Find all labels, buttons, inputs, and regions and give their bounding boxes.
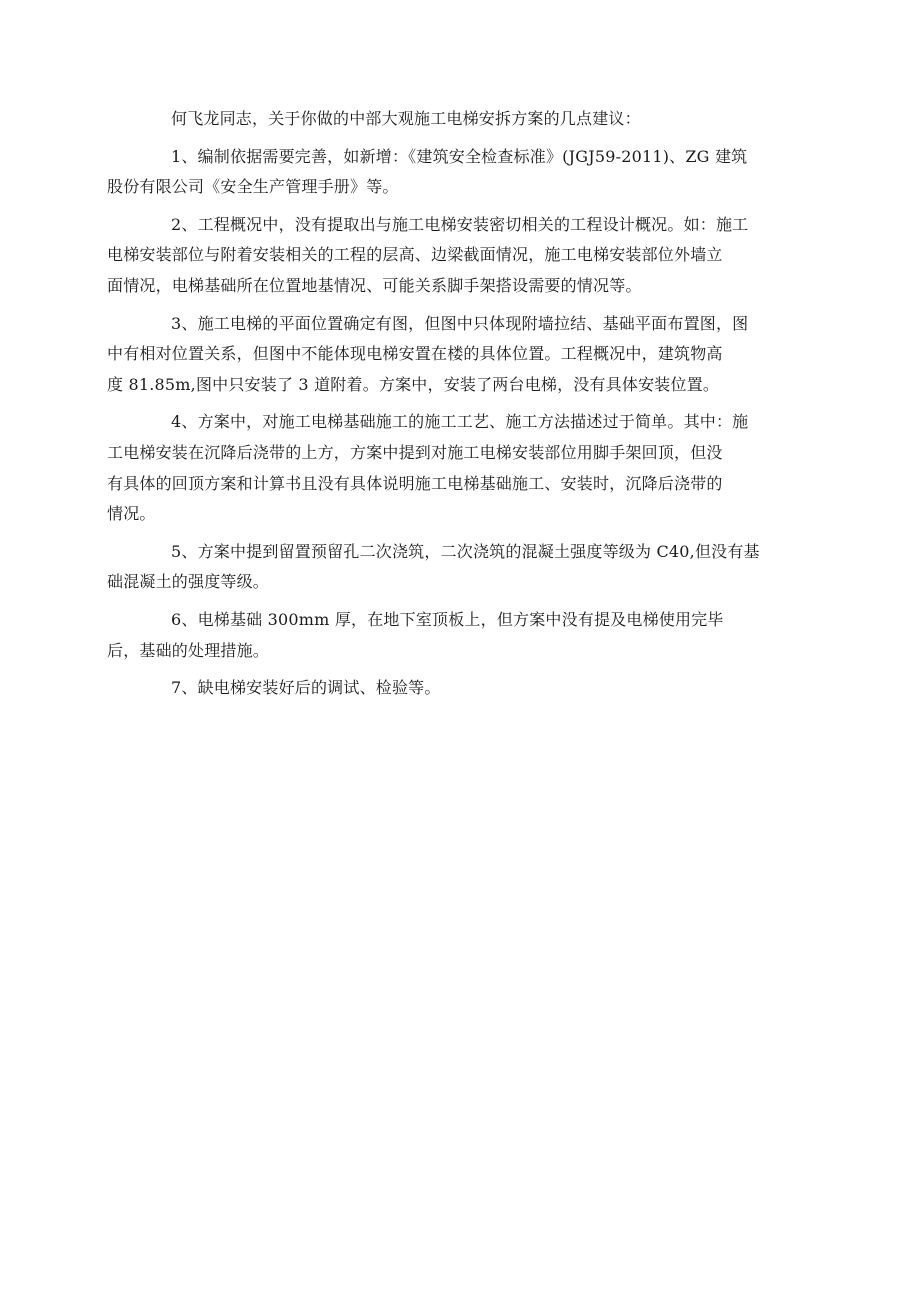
suggestion-line: 股份有限公司《安全生产管理手册》等。 <box>107 177 399 197</box>
suggestion-line: 4、方案中，对施工电梯基础施工的施工工艺、施工方法描述过于简单。其中：施 <box>171 412 749 432</box>
suggestion-line: 度 81.85m,图中只安装了 3 道附着。方案中，安装了两台电梯，没有具体安装位置。 <box>107 374 720 394</box>
suggestion-line: 情况。 <box>107 504 156 524</box>
suggestion-line: 电梯安装部位与附着安装相关的工程的层高、边梁截面情况，施工电梯安装部位外墙立 <box>107 245 723 265</box>
document-body <box>107 104 783 711</box>
suggestion-line: 础混凝土的强度等级。 <box>107 572 270 592</box>
suggestion-item-6 <box>107 605 783 666</box>
suggestion-item-3 <box>107 309 783 401</box>
suggestion-line: 5、方案中提到留置预留孔二次浇筑，二次浇筑的混凝土强度等级为 C40,但没有基 <box>171 541 760 561</box>
greeting-text: 何飞龙同志，关于你做的中部大观施工电梯安拆方案的几点建议： <box>171 109 641 128</box>
suggestion-line: 3、施工电梯的平面位置确定有图，但图中只体现附墙拉结、基础平面布置图，图 <box>171 313 749 333</box>
suggestion-line: 有具体的回顶方案和计算书且没有具体说明施工电梯基础施工、安装时，沉降后浇带的 <box>107 473 723 493</box>
suggestion-item-1 <box>107 142 783 203</box>
suggestion-line: 6、电梯基础 300mm 厚，在地下室顶板上，但方案中没有提及电梯使用完毕 <box>171 609 724 629</box>
suggestion-line: 2、工程概况中，没有提取出与施工电梯安装密切相关的工程设计概况。如：施工 <box>171 214 749 234</box>
suggestion-line: 中有相对位置关系，但图中不能体现电梯安置在楼的具体位置。工程概况中，建筑物高 <box>107 344 723 364</box>
suggestion-item-7 <box>139 673 783 704</box>
greeting-paragraph <box>139 104 783 135</box>
suggestion-line: 1、编制依据需要完善，如新增：《建筑安全检查标准》(JGJ59-2011)、ZG 建筑 <box>171 146 748 166</box>
suggestion-line: 7、缺电梯安装好后的调试、检验等。 <box>171 678 441 698</box>
suggestion-item-2 <box>107 210 783 302</box>
suggestion-item-5 <box>107 537 783 598</box>
suggestion-line: 后，基础的处理措施。 <box>107 640 270 660</box>
suggestion-item-4 <box>107 407 783 529</box>
suggestion-line: 面情况，电梯基础所在位置地基情况、可能关系脚手架搭设需要的情况等。 <box>107 275 642 295</box>
suggestion-line: 工电梯安装在沉降后浇带的上方，方案中提到对施工电梯安装部位用脚手架回顶，但没 <box>107 442 723 462</box>
